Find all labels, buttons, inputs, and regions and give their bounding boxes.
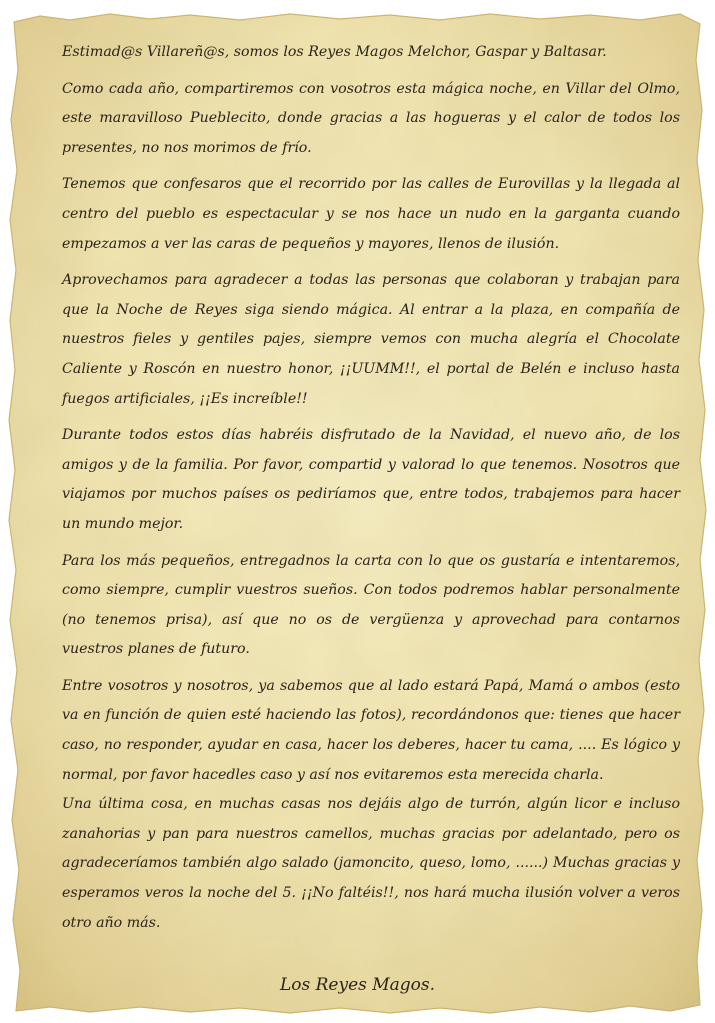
paragraph-christmas: Durante todos estos días habréis disfrutado de la Navidad, el nuevo año, de los amigos y de la familia. Por favor, compartid y valorad lo que tenemos. Nosotros que viajamos por muchos países os pediríamos que, entre todos, trabajemos para hacer un mundo mejor. xyxy=(62,427,680,532)
paragraph-intro: Como cada año, compartiremos con vosotros esta mágica noche, en Villar del Olmo, este maravilloso Pueblecito, donde gracias a las hogueras y el calor de todos los presentes, no nos morimos de frío. xyxy=(62,80,680,156)
paragraph-last-thing: Una última cosa, en muchas casas nos dejáis algo de turrón, algún licor e incluso zanahorias y pan para nuestros camellos, muchas gracias por adelantado, pero os agradeceríamos también algo salado (jamoncito, queso, lomo, ......) Muchas gracias y esperamos veros la noche del 5. ¡¡No faltéis!!, nos hará mucha ilusión volver a veros otro año más. xyxy=(62,796,680,931)
signature: Los Reyes Magos. xyxy=(279,975,436,995)
greeting: Estimad@s Villareñ@s, somos los Reyes Magos Melchor, Gaspar y Baltasar. xyxy=(62,44,607,60)
paragraph-parents: Entre vosotros y nosotros, ya sabemos que al lado estará Papá, Mamá o ambos (esto va en función de quien esté haciendo las fotos), recordándonos que: tienes que hacer caso, no responder, ayudar en casa, hacer los deberes, hacer tu cama, .... Es lógico y normal, por favor hacedles caso y así nos evitaremos esta merecida charla. xyxy=(62,677,680,783)
paragraph-children: Para los más pequeños, entregadnos la carta con lo que os gustaría e intentaremos, como siempre, cumplir vuestros sueños. Con todos podremos hablar personalmente (no tenemos prisa), así que no os de vergüenza y aprovechad para contarnos vuestros planes de futuro. xyxy=(62,552,680,658)
paragraph-thanks: Aprovechamos para agradecer a todas las personas que colaboran y trabajan para que la Noche de Reyes siga siendo mágica. Al entrar a la plaza, en compañía de nuestros fieles y gentiles pajes, siempre vemos con mucha alegría el Chocolate Caliente y Roscón en nuestro honor, ¡¡UUMM!!, el portal de Belén e incluso hasta fuegos artificiales, ¡¡Es increíble!! xyxy=(62,272,680,407)
paragraph-route: Tenemos que confesaros que el recorrido por las calles de Eurovillas y la llegada al centro del pueblo es espectacular y se nos hace un nudo en la garganta cuando empezamos a ver las caras de pequeños y mayores, llenos de ilusión. xyxy=(62,176,680,252)
letter-body xyxy=(62,38,680,1008)
